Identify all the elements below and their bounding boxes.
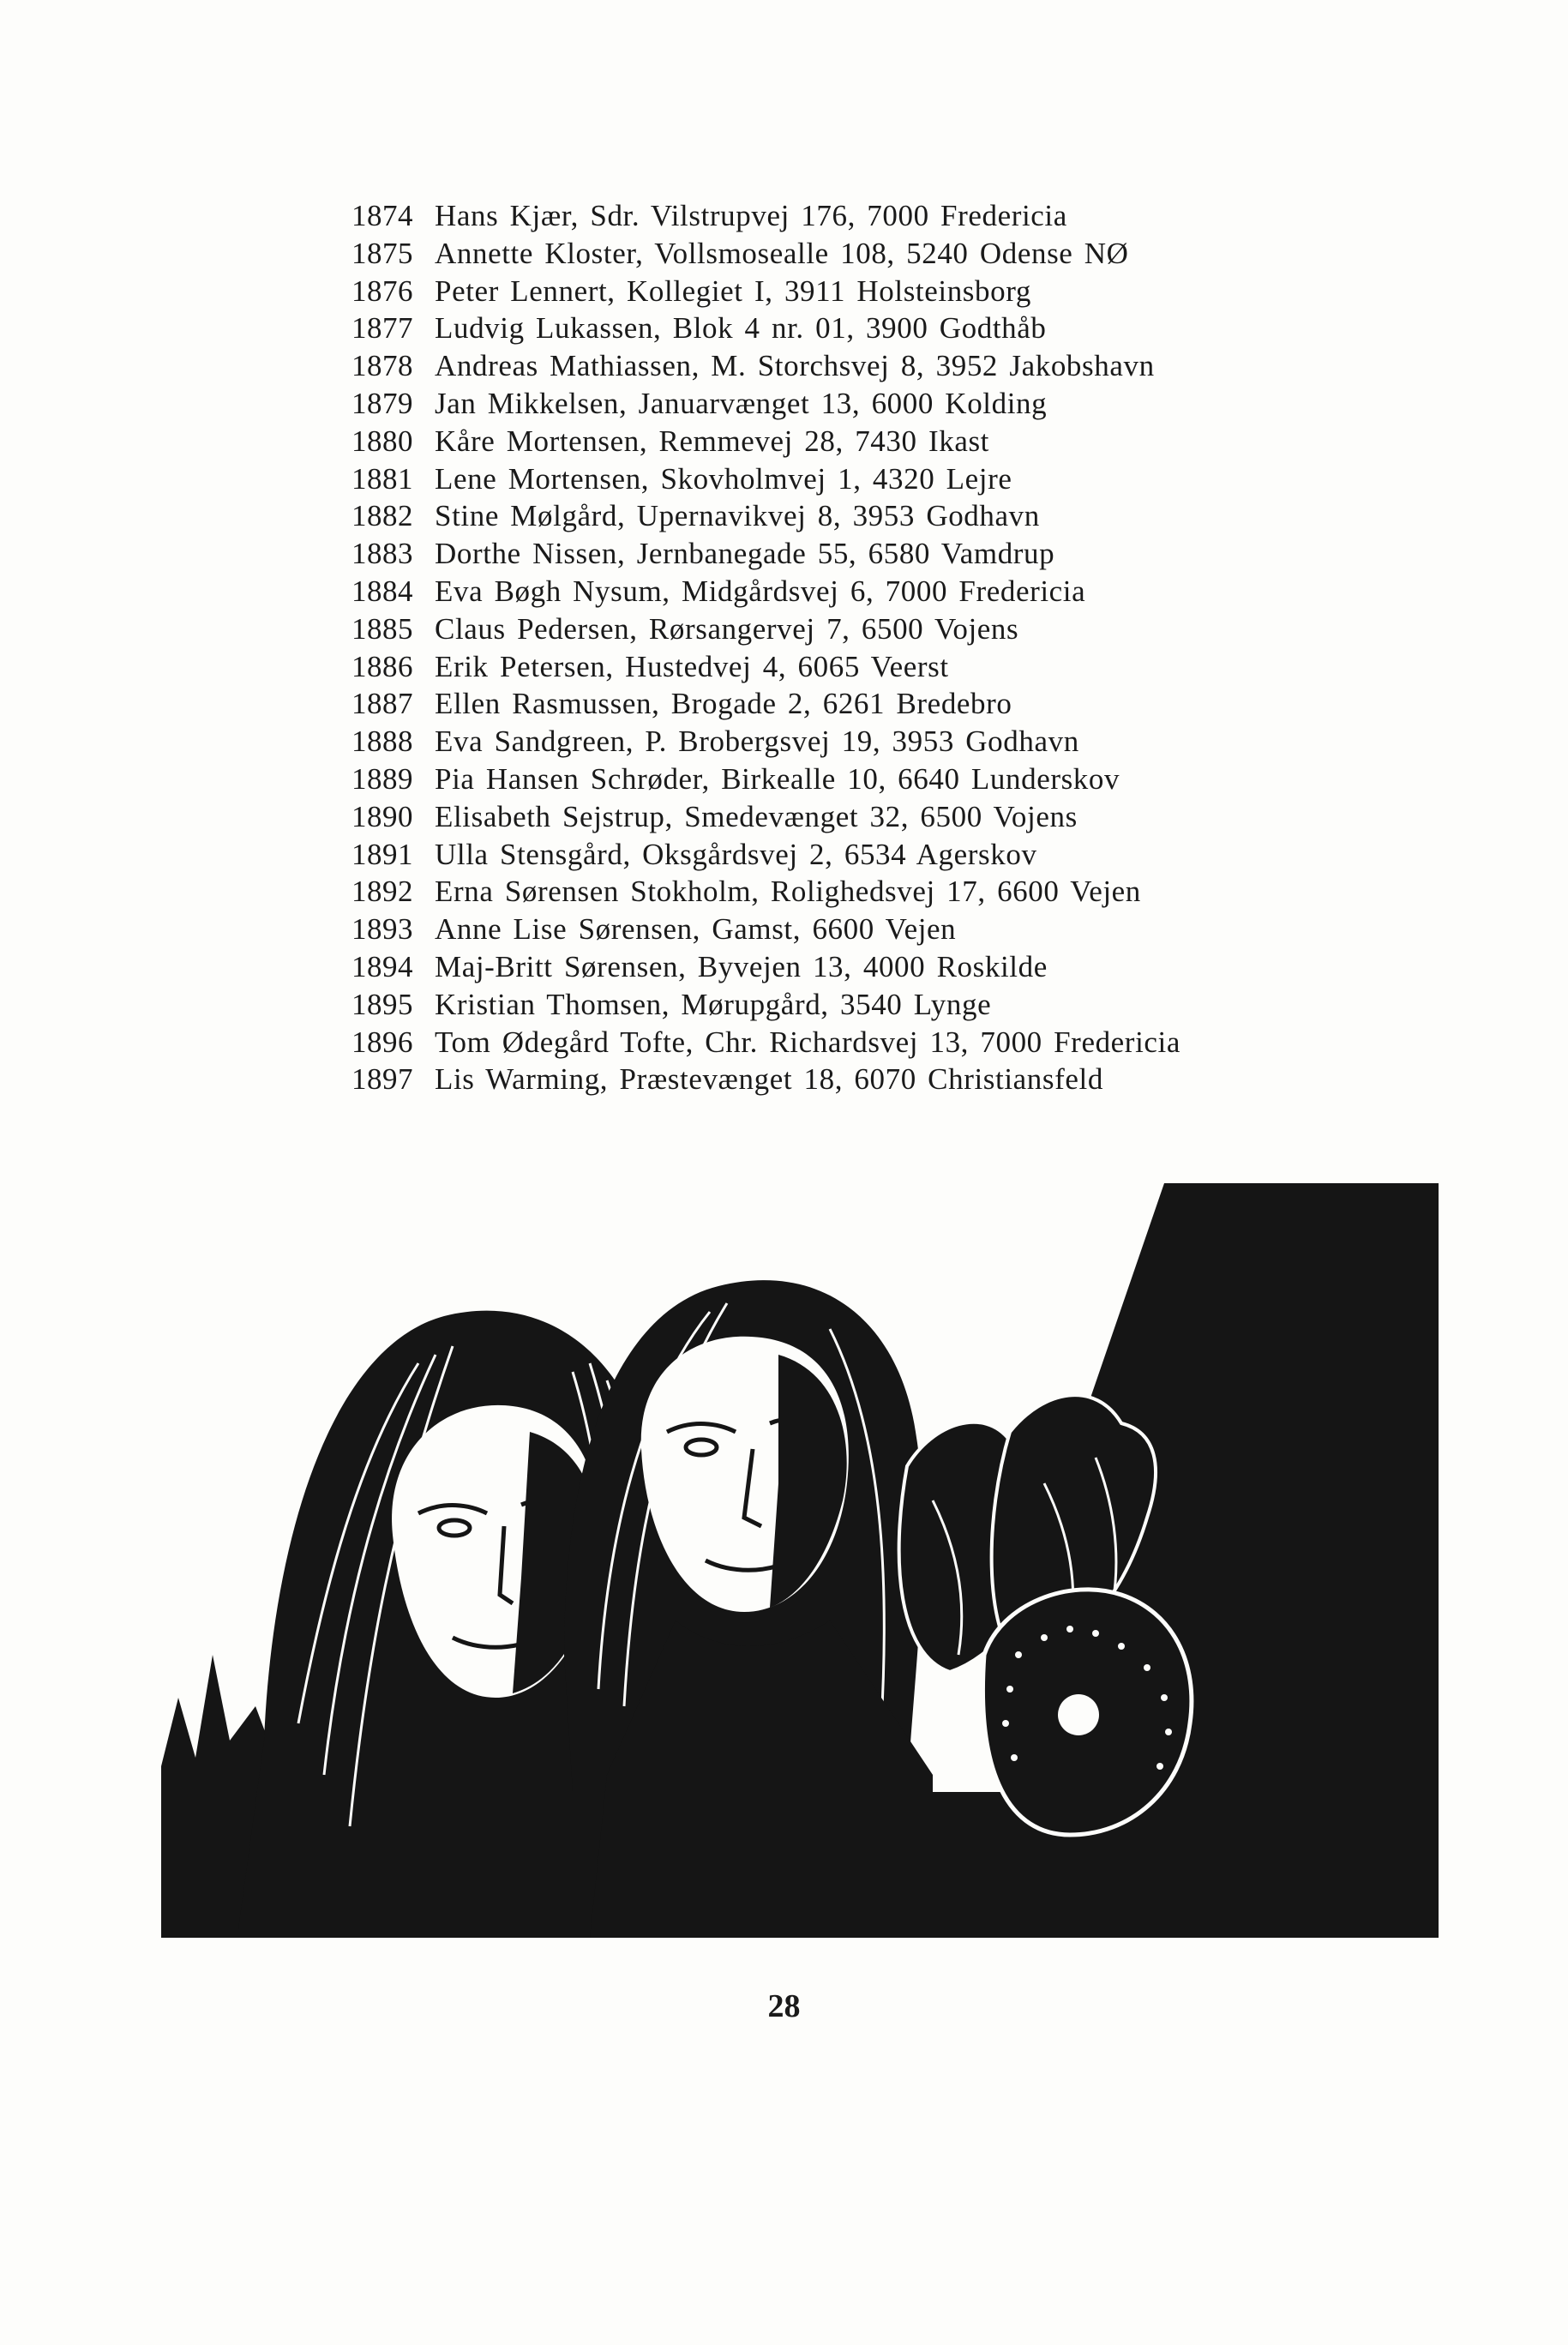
address-entry: [351, 349, 1423, 387]
entry-name-address: Ludvig Lukassen, Blok 4 nr. 01, 3900 Godthåb: [435, 311, 1047, 346]
entry-name-address: Eva Sandgreen, P. Brobergsvej 19, 3953 Godhavn: [435, 725, 1079, 759]
entry-name-address: Stine Mølgård, Upernavikvej 8, 3953 Godhavn: [435, 499, 1040, 533]
address-entry: [351, 912, 1423, 950]
entry-name-address: Ulla Stensgård, Oksgårdsvej 2, 6534 Agerskov: [435, 837, 1037, 871]
address-entry: [351, 199, 1423, 237]
entry-name-address: Elisabeth Sejstrup, Smedevænget 32, 6500 Vojens: [435, 799, 1078, 833]
drum-center: [1058, 1694, 1099, 1735]
entry-number: 1883: [351, 537, 413, 571]
address-entry: [351, 950, 1423, 988]
address-entry: [351, 612, 1423, 650]
entry-name-address: Lene Mortensen, Skovholmvej 1, 4320 Lejre: [435, 461, 1012, 496]
entry-number: 1894: [351, 949, 413, 983]
entry-number: 1893: [351, 912, 413, 947]
address-entry: [351, 1062, 1423, 1100]
entry-number: 1875: [351, 236, 413, 270]
entry-number: 1882: [351, 499, 413, 533]
entry-number: 1895: [351, 987, 413, 1021]
address-entry: [351, 800, 1423, 838]
entry-number: 1884: [351, 574, 413, 608]
address-entry: [351, 650, 1423, 688]
entry-number: 1889: [351, 761, 413, 796]
entry-number: 1879: [351, 386, 413, 420]
entry-name-address: Eva Bøgh Nysum, Midgårdsvej 6, 7000 Fredericia: [435, 574, 1086, 608]
entry-name-address: Hans Kjær, Sdr. Vilstrupvej 176, 7000 Fredericia: [435, 199, 1067, 232]
entry-number: 1878: [351, 349, 413, 383]
page-number: 28: [767, 1988, 801, 2024]
address-entry: [351, 687, 1423, 725]
entry-number: 1891: [351, 837, 413, 871]
entry-name-address: Jan Mikkelsen, Januarvænget 13, 6000 Kolding: [435, 386, 1048, 420]
entry-number: 1877: [351, 311, 413, 346]
address-entry: [351, 499, 1423, 537]
address-entry: [351, 424, 1423, 462]
address-entry: [351, 1025, 1423, 1063]
entry-number: 1897: [351, 1062, 413, 1097]
entry-number: 1896: [351, 1025, 413, 1059]
woodcut-illustration: [161, 1175, 1439, 1946]
address-entry: [351, 875, 1423, 912]
entry-name-address: Anne Lise Sørensen, Gamst, 6600 Vejen: [435, 912, 957, 947]
entry-name-address: Erik Petersen, Hustedvej 4, 6065 Veerst: [435, 649, 949, 683]
entry-name-address: Kåre Mortensen, Remmevej 28, 7430 Ikast: [435, 424, 989, 458]
entry-number: 1885: [351, 611, 413, 646]
entry-number: 1890: [351, 799, 413, 833]
entry-name-address: Pia Hansen Schrøder, Birkealle 10, 6640 Lunderskov: [435, 761, 1120, 796]
address-entry: [351, 537, 1423, 574]
entry-number: 1880: [351, 424, 413, 458]
entry-number: 1874: [351, 199, 413, 232]
address-entry: [351, 274, 1423, 312]
entry-name-address: Andreas Mathiassen, M. Storchsvej 8, 3952 Jakobshavn: [435, 349, 1155, 383]
address-entry: [351, 838, 1423, 875]
address-entry: [351, 725, 1423, 762]
entry-name-address: Dorthe Nissen, Jernbanegade 55, 6580 Vamdrup: [435, 537, 1055, 571]
entry-name-address: Peter Lennert, Kollegiet I, 3911 Holsteinsborg: [435, 274, 1031, 308]
entry-number: 1876: [351, 274, 413, 308]
address-entry: [351, 574, 1423, 612]
address-entry: [351, 237, 1423, 274]
address-entry: [351, 387, 1423, 424]
entry-number: 1881: [351, 461, 413, 496]
address-entry: [351, 762, 1423, 800]
entry-name-address: Claus Pedersen, Rørsangervej 7, 6500 Vojens: [435, 611, 1019, 646]
entry-name-address: Annette Kloster, Vollsmosealle 108, 5240 Odense NØ: [435, 236, 1129, 270]
entry-name-address: Maj-Britt Sørensen, Byvejen 13, 4000 Roskilde: [435, 949, 1048, 983]
address-list: [351, 199, 1423, 1100]
entry-name-address: Tom Ødegård Tofte, Chr. Richardsvej 13, 7000 Fredericia: [435, 1025, 1181, 1059]
entry-number: 1887: [351, 687, 413, 721]
entry-name-address: Lis Warming, Præstevænget 18, 6070 Christiansfeld: [435, 1062, 1103, 1097]
entry-name-address: Erna Sørensen Stokholm, Rolighedsvej 17, 6600 Vejen: [435, 875, 1141, 909]
entry-name-address: Kristian Thomsen, Mørupgård, 3540 Lynge: [435, 987, 992, 1021]
entry-name-address: Ellen Rasmussen, Brogade 2, 6261 Bredebro: [435, 687, 1012, 721]
address-entry: [351, 311, 1423, 349]
entry-number: 1886: [351, 649, 413, 683]
entry-number: 1892: [351, 875, 413, 909]
address-entry: [351, 462, 1423, 500]
entry-number: 1888: [351, 725, 413, 759]
address-entry: [351, 988, 1423, 1025]
